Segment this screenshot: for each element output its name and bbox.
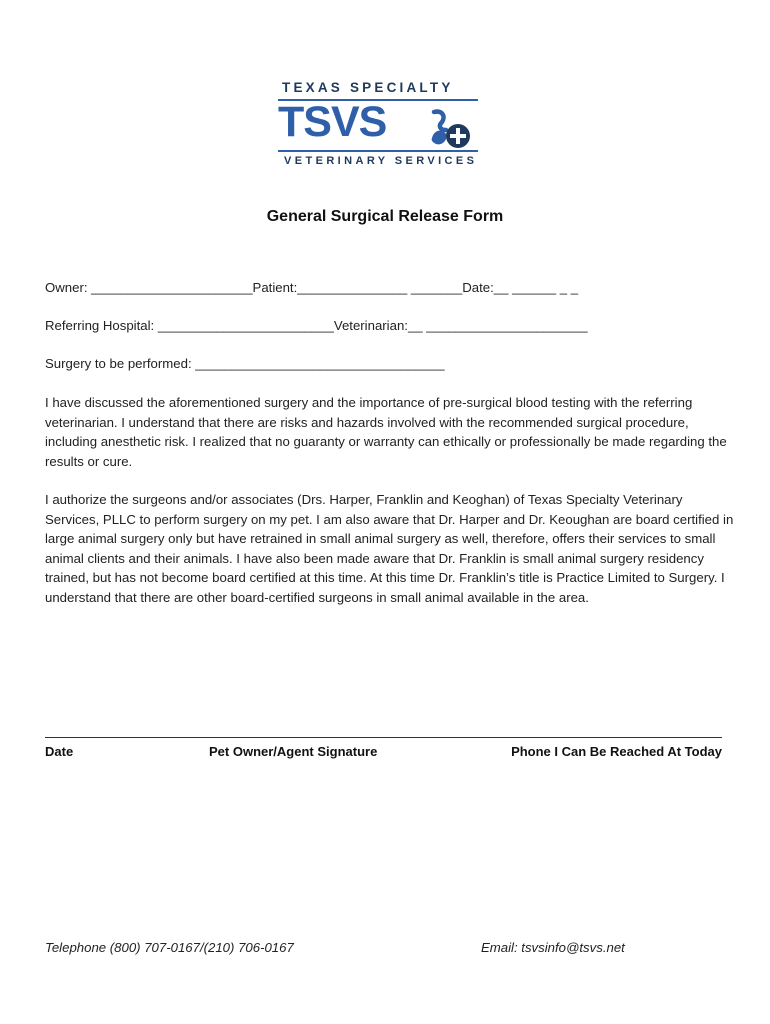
logo-main-text: TSVS bbox=[278, 98, 387, 146]
consent-paragraph-2: I authorize the surgeons and/or associates (Drs. Harper, Franklin and Keoghan) of Texas Specialty Veterinary Services, PLLC to perform surgery on my pet. I am also aware that Dr. Harper and Dr. Keoughan are board certified in large animal surgery only but have retrained in small animal surgery as well, therefore, offers their services to small animal clients and their animals. I have also been made aware that Dr. Franklin is small animal surgery residency trained, but has not become board certified at this time. At this time Dr. Franklin’s title is Practice Limited to Surgery. I understand that there are other board-certified surgeons in small animal available in the area. bbox=[45, 492, 734, 605]
surgery-field[interactable]: Surgery to be performed: __________________________________ bbox=[45, 356, 445, 371]
owner-signature-label: Pet Owner/Agent Signature bbox=[209, 744, 378, 759]
footer-telephone: Telephone (800) 707-0167/(210) 706-0167 bbox=[45, 940, 294, 955]
logo-bottom-text: VETERINARY SERVICES bbox=[284, 155, 478, 167]
hospital-veterinarian-fields[interactable]: Referring Hospital: ________________________Veterinarian:__ ______________________ bbox=[45, 318, 588, 333]
owner-patient-date-fields[interactable]: Owner: ______________________Patient:_______________ _______Date:__ ______ _ _ bbox=[45, 280, 579, 295]
signature-line[interactable] bbox=[45, 737, 722, 738]
logo-top-text: TEXAS SPECIALTY bbox=[282, 80, 454, 95]
consent-paragraph-1: I have discussed the aforementioned surgery and the importance of pre-surgical blood testing with the referring veterinarian. I understand that there are risks and hazards involved with the recommended surgical procedure, including anesthetic risk. I realized that no guaranty or warranty can ethically or professionally be made regarding the results or cure. bbox=[45, 395, 727, 469]
pet-cross-icon bbox=[428, 108, 476, 150]
tsvs-logo bbox=[270, 78, 485, 173]
logo-rule-bottom bbox=[278, 150, 478, 152]
phone-label: Phone I Can Be Reached At Today bbox=[511, 744, 722, 759]
date-label: Date bbox=[45, 744, 74, 759]
footer-email: Email: tsvsinfo@tsvs.net bbox=[481, 940, 625, 955]
form-title: General Surgical Release Form bbox=[266, 208, 504, 225]
